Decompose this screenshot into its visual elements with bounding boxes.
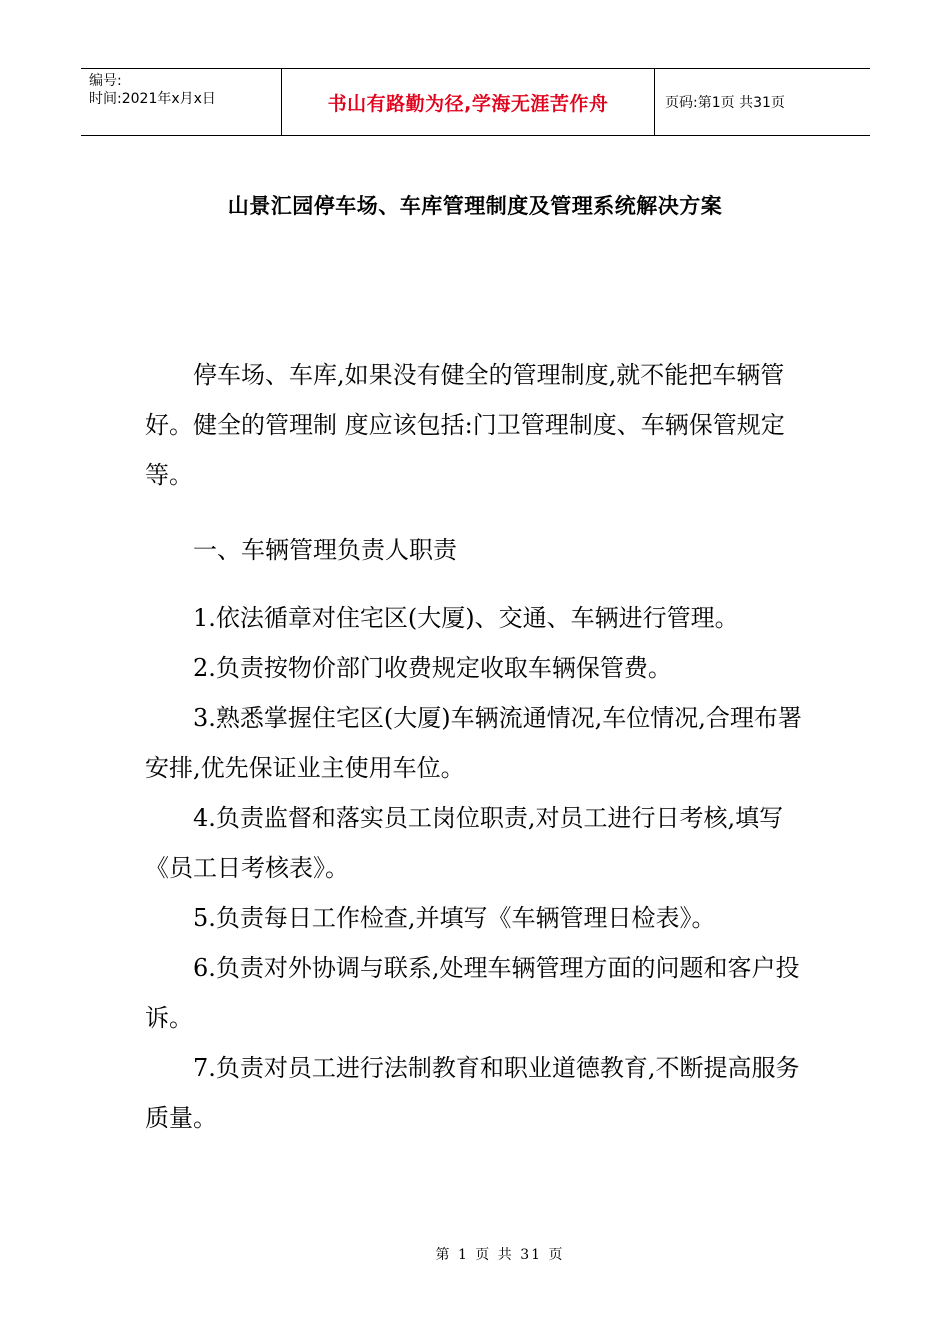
- intro-paragraph: 停车场、车库,如果没有健全的管理制度,就不能把车辆管好。健全的管理制 度应该包括:门卫管理制度、车辆保管规定等。: [145, 361, 785, 489]
- header-motto-cell: [282, 69, 655, 135]
- header-page-cell: [655, 69, 870, 135]
- header-motto: 书山有路勤为径,学海无涯苦作舟: [327, 92, 609, 115]
- header-meta-cell: [81, 69, 282, 135]
- header-page-info: 页码:第1页 共31页: [665, 95, 785, 111]
- list-item: 4.负责监督和落实员工岗位职责,对员工进行日考核,填写《员工日考核表》。: [145, 804, 784, 882]
- list-item: 1.依法循章对住宅区(大厦)、交通、车辆进行管理。: [193, 604, 739, 632]
- section-heading: 一、车辆管理负责人职责: [193, 536, 457, 564]
- serial-label: 编号:: [89, 73, 122, 89]
- page-footer: 第 1 页 共 31 页: [435, 1247, 565, 1263]
- document-title: 山景汇园停车场、车库管理制度及管理系统解决方案: [227, 194, 723, 218]
- list-item: 7.负责对员工进行法制教育和职业道德教育,不断提高服务质量。: [145, 1054, 800, 1132]
- list-item: 6.负责对外协调与联系,处理车辆管理方面的问题和客户投诉。: [145, 954, 800, 1032]
- list-item: 5.负责每日工作检查,并填写《车辆管理日检表》。: [193, 904, 716, 932]
- header-table: [81, 68, 870, 136]
- list-item: 3.熟悉掌握住宅区(大厦)车辆流通情况,车位情况,合理布署安排,优先保证业主使用车位。: [145, 704, 802, 782]
- list-item: 2.负责按物价部门收费规定收取车辆保管费。: [193, 654, 672, 682]
- time-label: 时间:2021年x月x日: [89, 91, 216, 107]
- document-body: [145, 350, 805, 1143]
